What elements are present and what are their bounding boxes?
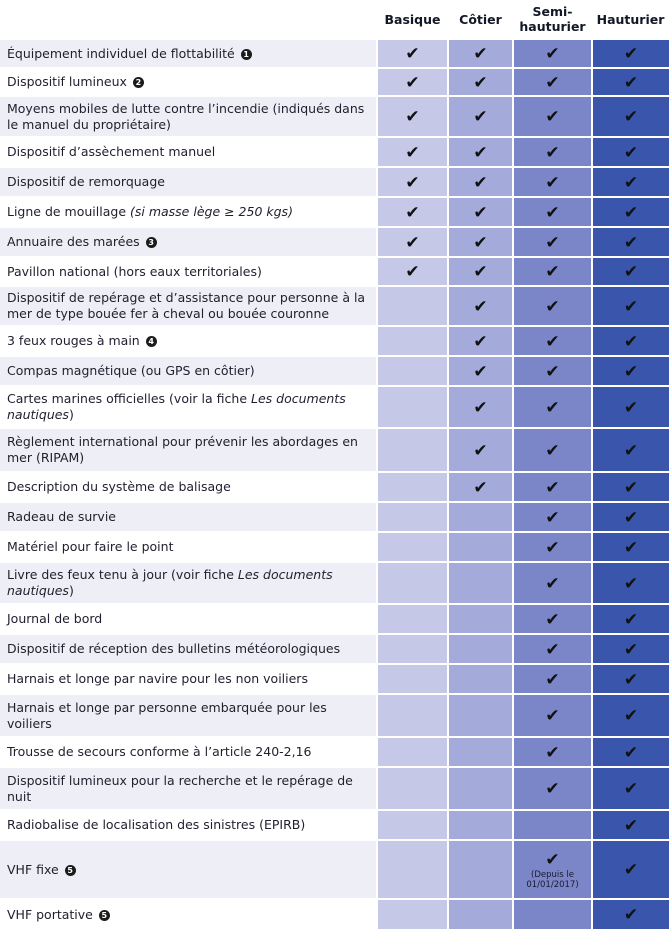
table-row xyxy=(0,694,669,737)
requirement-cell xyxy=(513,326,592,356)
equipment-label xyxy=(0,840,377,899)
equipment-label xyxy=(0,664,377,694)
table-row xyxy=(0,502,669,532)
requirement-cell xyxy=(448,197,513,227)
check-icon: ✔ xyxy=(473,440,488,461)
equipment-label xyxy=(0,137,377,167)
check-icon: ✔ xyxy=(405,44,420,64)
requirement-cell xyxy=(377,604,448,634)
requirement-cell xyxy=(377,562,448,604)
check-icon: ✔ xyxy=(623,397,639,418)
requirement-cell xyxy=(377,532,448,562)
table-row xyxy=(0,167,669,197)
requirement-cell xyxy=(448,634,513,664)
equipment-name: Dispositif de réception des bulletins météorologiques xyxy=(7,641,341,656)
equipment-name: VHF portative xyxy=(7,906,93,922)
footnote-badge: 3 xyxy=(146,237,157,248)
requirement-cell xyxy=(592,634,669,664)
equipment-name: Ligne de mouillage xyxy=(7,204,130,219)
check-icon: ✔ xyxy=(545,262,560,282)
footnote-badge: 5 xyxy=(65,865,76,876)
equipment-name: Règlement international pour prévenir les abordages en mer (RIPAM) xyxy=(7,434,358,465)
requirement-cell xyxy=(592,428,669,472)
requirement-cell xyxy=(592,356,669,386)
requirement-cell xyxy=(592,562,669,604)
check-icon: ✔ xyxy=(473,142,488,163)
check-icon: ✔ xyxy=(623,706,639,726)
requirement-cell xyxy=(448,562,513,604)
requirement-cell xyxy=(513,472,592,502)
requirement-cell xyxy=(448,137,513,167)
equipment-label xyxy=(0,96,377,137)
requirement-cell xyxy=(513,68,592,96)
equipment-label xyxy=(0,227,377,257)
equipment-name-suffix: ) xyxy=(68,407,74,422)
check-icon: ✔ xyxy=(545,72,560,93)
table-row xyxy=(0,767,669,810)
check-icon: ✔ xyxy=(623,905,639,925)
equipment-name: Dispositif d’assèchement manuel xyxy=(7,144,216,159)
requirement-cell xyxy=(448,502,513,532)
requirement-cell xyxy=(592,502,669,532)
equipment-label xyxy=(0,68,377,96)
table-row xyxy=(0,899,669,929)
check-icon: ✔ xyxy=(623,262,639,282)
equipment-name: Équipement individuel de flottabilité xyxy=(7,45,235,61)
header-cotier: Côtier xyxy=(448,0,513,39)
check-icon: ✔ xyxy=(545,172,560,193)
equipment-label xyxy=(0,472,377,502)
check-icon: ✔ xyxy=(473,232,488,253)
check-icon: ✔ xyxy=(623,232,639,253)
table-row xyxy=(0,532,669,562)
requirement-cell xyxy=(592,899,669,929)
requirement-cell xyxy=(592,39,669,68)
requirement-cell xyxy=(448,767,513,810)
requirement-cell xyxy=(513,810,592,840)
requirement-cell xyxy=(377,96,448,137)
check-icon: ✔ xyxy=(473,72,488,93)
requirement-cell xyxy=(448,428,513,472)
requirement-cell xyxy=(448,68,513,96)
check-icon: ✔ xyxy=(545,779,560,799)
requirement-cell xyxy=(513,840,592,899)
equipment-label xyxy=(0,634,377,664)
check-icon: ✔ xyxy=(623,669,639,690)
check-icon: ✔ xyxy=(623,202,639,223)
check-icon: ✔ xyxy=(623,107,639,127)
requirement-cell xyxy=(448,326,513,356)
equipment-name-italic: Les documents nautiques xyxy=(7,567,333,598)
header-basique: Basique xyxy=(377,0,448,39)
requirement-cell xyxy=(513,664,592,694)
equipment-label xyxy=(0,532,377,562)
requirement-cell xyxy=(448,532,513,562)
table-row xyxy=(0,428,669,472)
check-icon: ✔ xyxy=(623,507,639,528)
requirement-cell xyxy=(377,257,448,286)
check-icon: ✔ xyxy=(545,202,560,223)
check-icon: ✔ xyxy=(623,72,639,93)
requirement-cell xyxy=(377,810,448,840)
requirement-cell xyxy=(377,899,448,929)
requirement-cell xyxy=(448,604,513,634)
equipment-label xyxy=(0,386,377,428)
check-icon: ✔ xyxy=(405,172,420,193)
table-row xyxy=(0,257,669,286)
equipment-name: Pavillon national (hors eaux territoriales) xyxy=(7,263,262,279)
table-row xyxy=(0,562,669,604)
equipment-name: Annuaire des marées xyxy=(7,234,140,249)
requirement-cell xyxy=(448,286,513,326)
requirement-cell xyxy=(592,137,669,167)
equipment-name: Moyens mobiles de lutte contre l’incendie (indiqués dans le manuel du propriétaire) xyxy=(7,100,365,132)
requirement-cell xyxy=(513,286,592,326)
check-icon: ✔ xyxy=(545,107,560,127)
check-icon: ✔ xyxy=(545,440,560,461)
check-icon: ✔ xyxy=(623,742,639,763)
check-icon: ✔ xyxy=(473,477,488,498)
check-icon: ✔ xyxy=(405,142,420,163)
equipment-label xyxy=(0,767,377,810)
equipment-name: Dispositif lumineux pour la recherche et le repérage de nuit xyxy=(7,772,353,804)
requirement-cell xyxy=(592,604,669,634)
equipment-name: Description du système de balisage xyxy=(7,479,231,494)
requirement-cell xyxy=(592,472,669,502)
requirement-cell xyxy=(513,502,592,532)
requirement-cell xyxy=(448,694,513,737)
equipment-name: Harnais et longe par navire pour les non voiliers xyxy=(7,671,308,686)
requirement-cell xyxy=(448,96,513,137)
requirement-cell xyxy=(513,562,592,604)
requirement-cell xyxy=(513,167,592,197)
requirement-cell xyxy=(448,39,513,68)
check-icon: ✔ xyxy=(473,262,488,282)
equipment-label xyxy=(0,737,377,767)
check-icon: ✔ xyxy=(623,779,639,799)
equipment-label xyxy=(0,39,377,68)
equipment-label xyxy=(0,694,377,737)
equipment-label xyxy=(0,810,377,840)
table-row xyxy=(0,356,669,386)
check-icon: ✔ xyxy=(623,142,639,163)
requirement-cell xyxy=(592,68,669,96)
footnote-badge: 4 xyxy=(146,336,157,347)
requirement-cell xyxy=(513,96,592,137)
check-icon: ✔ xyxy=(545,142,560,163)
requirement-cell xyxy=(377,227,448,257)
equipment-name: Dispositif de repérage et d’assistance pour personne à la mer de type bouée fer à cheval ou bouée couronne xyxy=(7,290,366,321)
check-icon: ✔ xyxy=(545,44,560,64)
equipment-name: Radeau de survie xyxy=(7,509,116,524)
table-row xyxy=(0,386,669,428)
table-row xyxy=(0,840,669,899)
requirement-cell xyxy=(377,472,448,502)
header-row xyxy=(0,0,669,39)
equipment-rows xyxy=(0,39,669,929)
table-row xyxy=(0,472,669,502)
equipment-name: Journal de bord xyxy=(7,611,103,626)
requirement-cell xyxy=(592,96,669,137)
equipment-name: Radiobalise de localisation des sinistres (EPIRB) xyxy=(7,817,306,832)
check-icon: ✔ xyxy=(405,107,420,127)
requirement-cell xyxy=(377,386,448,428)
requirement-cell xyxy=(513,386,592,428)
equipment-label xyxy=(0,428,377,472)
requirement-cell xyxy=(513,634,592,664)
equipment-name-suffix: ) xyxy=(68,583,74,598)
requirement-cell xyxy=(448,899,513,929)
requirement-cell xyxy=(592,326,669,356)
check-icon: ✔ xyxy=(623,815,639,836)
requirement-cell xyxy=(513,767,592,810)
equipment-label xyxy=(0,326,377,356)
requirement-cell xyxy=(377,694,448,737)
requirement-cell xyxy=(448,227,513,257)
check-icon: ✔ xyxy=(545,537,560,558)
equipment-label xyxy=(0,286,377,326)
requirement-cell xyxy=(377,326,448,356)
requirement-cell xyxy=(377,137,448,167)
requirement-cell xyxy=(592,286,669,326)
check-icon: ✔ xyxy=(623,639,639,660)
requirement-cell xyxy=(377,286,448,326)
check-icon: ✔ xyxy=(623,172,639,193)
check-icon: ✔ xyxy=(473,172,488,193)
requirement-note: (Depuis le 01/01/2017) xyxy=(526,869,579,890)
requirement-cell xyxy=(592,664,669,694)
check-icon: ✔ xyxy=(623,44,639,64)
header-semi-hauturier-label: Semi- hauturier xyxy=(519,4,586,34)
table-row xyxy=(0,286,669,326)
check-icon: ✔ xyxy=(405,202,420,223)
equipment-label xyxy=(0,167,377,197)
table-row xyxy=(0,664,669,694)
requirement-cell xyxy=(592,227,669,257)
table-row xyxy=(0,326,669,356)
requirement-cell xyxy=(513,428,592,472)
check-icon: ✔ xyxy=(545,706,560,726)
equipment-name: Matériel pour faire le point xyxy=(7,539,174,554)
equipment-name: Dispositif de remorquage xyxy=(7,174,165,189)
requirement-cell xyxy=(513,899,592,929)
requirement-cell xyxy=(592,737,669,767)
header-hauturier: Hauturier xyxy=(592,0,669,39)
table-row xyxy=(0,197,669,227)
requirement-cell xyxy=(513,737,592,767)
check-icon: ✔ xyxy=(473,44,488,64)
requirement-cell xyxy=(513,137,592,167)
equipment-label xyxy=(0,899,377,929)
check-icon: ✔ xyxy=(545,639,560,660)
requirement-cell xyxy=(377,197,448,227)
check-icon: ✔ xyxy=(623,331,639,352)
check-icon: ✔ xyxy=(545,361,560,382)
footnote-badge: 2 xyxy=(133,77,144,88)
check-icon: ✔ xyxy=(545,397,560,418)
requirement-cell xyxy=(592,197,669,227)
requirement-cell xyxy=(513,227,592,257)
equipment-name: VHF fixe xyxy=(7,861,59,877)
equipment-name: Dispositif lumineux xyxy=(7,74,127,89)
equipment-name: Harnais et longe par personne embarquée pour les voiliers xyxy=(7,699,327,731)
check-icon: ✔ xyxy=(623,477,639,498)
check-icon: ✔ xyxy=(545,609,560,630)
check-icon: ✔ xyxy=(405,72,420,93)
check-icon: ✔ xyxy=(623,296,639,317)
check-icon: ✔ xyxy=(623,361,639,382)
requirement-cell xyxy=(377,737,448,767)
requirement-cell xyxy=(513,604,592,634)
requirement-cell xyxy=(513,356,592,386)
requirement-cell xyxy=(448,664,513,694)
check-icon: ✔ xyxy=(545,742,560,763)
equipment-name: Cartes marines officielles (voir la fiche xyxy=(7,391,251,406)
requirement-cell xyxy=(448,356,513,386)
check-icon: ✔ xyxy=(545,669,560,690)
check-icon: ✔ xyxy=(545,573,560,594)
requirement-cell xyxy=(592,840,669,899)
table-row xyxy=(0,810,669,840)
requirement-cell xyxy=(377,664,448,694)
header-semi-hauturier xyxy=(513,0,592,39)
equipment-label xyxy=(0,604,377,634)
requirement-cell xyxy=(513,197,592,227)
check-icon: ✔ xyxy=(473,202,488,223)
check-icon: ✔ xyxy=(473,361,488,382)
check-icon: ✔ xyxy=(623,440,639,461)
requirement-cell xyxy=(377,68,448,96)
check-icon: ✔ xyxy=(473,331,488,352)
table-row xyxy=(0,737,669,767)
requirement-cell xyxy=(448,257,513,286)
equipment-name: Livre des feux tenu à jour (voir fiche xyxy=(7,567,238,582)
requirement-cell xyxy=(377,39,448,68)
table-row xyxy=(0,96,669,137)
check-icon: ✔ xyxy=(545,331,560,352)
equipment-label xyxy=(0,356,377,386)
check-icon: ✔ xyxy=(405,262,420,282)
requirement-cell xyxy=(592,810,669,840)
equipment-name-italic: Les documents nautiques xyxy=(7,391,346,422)
check-icon: ✔ xyxy=(545,296,560,317)
equipment-label xyxy=(0,502,377,532)
requirement-cell xyxy=(448,810,513,840)
equipment-name: 3 feux rouges à main xyxy=(7,333,140,348)
equipment-name-italic: (si masse lège ≥ 250 kgs) xyxy=(129,204,293,219)
check-icon: ✔ xyxy=(545,849,560,870)
equipment-name: Compas magnétique (ou GPS en côtier) xyxy=(7,363,255,378)
table-row xyxy=(0,604,669,634)
equipment-label xyxy=(0,197,377,227)
requirement-cell xyxy=(592,167,669,197)
requirement-cell xyxy=(377,767,448,810)
requirement-cell xyxy=(377,634,448,664)
requirement-cell xyxy=(592,257,669,286)
footnote-badge: 5 xyxy=(99,910,110,921)
requirement-cell xyxy=(592,532,669,562)
requirement-cell xyxy=(592,767,669,810)
header-blank xyxy=(0,0,377,39)
check-icon: ✔ xyxy=(545,477,560,498)
requirement-cell xyxy=(448,840,513,899)
requirement-cell xyxy=(377,428,448,472)
check-icon: ✔ xyxy=(623,573,639,594)
requirement-cell xyxy=(377,840,448,899)
check-icon: ✔ xyxy=(473,296,488,317)
table-row xyxy=(0,39,669,68)
footnote-badge: 1 xyxy=(241,49,252,60)
check-icon: ✔ xyxy=(405,232,420,253)
requirement-cell xyxy=(377,356,448,386)
table-row xyxy=(0,137,669,167)
requirement-cell xyxy=(448,386,513,428)
equipment-label xyxy=(0,257,377,286)
check-icon: ✔ xyxy=(545,507,560,528)
requirement-cell xyxy=(377,167,448,197)
requirement-cell xyxy=(513,257,592,286)
check-icon: ✔ xyxy=(545,232,560,253)
requirement-cell xyxy=(448,737,513,767)
requirement-cell xyxy=(448,167,513,197)
table-row xyxy=(0,68,669,96)
requirement-cell xyxy=(513,39,592,68)
requirement-cell xyxy=(513,694,592,737)
table-row xyxy=(0,227,669,257)
requirement-cell xyxy=(513,532,592,562)
equipment-label xyxy=(0,562,377,604)
requirement-cell xyxy=(592,694,669,737)
check-icon: ✔ xyxy=(623,609,639,630)
table-row xyxy=(0,634,669,664)
requirement-cell xyxy=(592,386,669,428)
check-icon: ✔ xyxy=(473,397,488,418)
check-icon: ✔ xyxy=(473,107,488,127)
equipment-name: Trousse de secours conforme à l’article 240-2,16 xyxy=(7,744,312,759)
check-icon: ✔ xyxy=(623,537,639,558)
check-icon: ✔ xyxy=(623,860,639,880)
requirement-cell xyxy=(448,472,513,502)
requirement-cell xyxy=(377,502,448,532)
